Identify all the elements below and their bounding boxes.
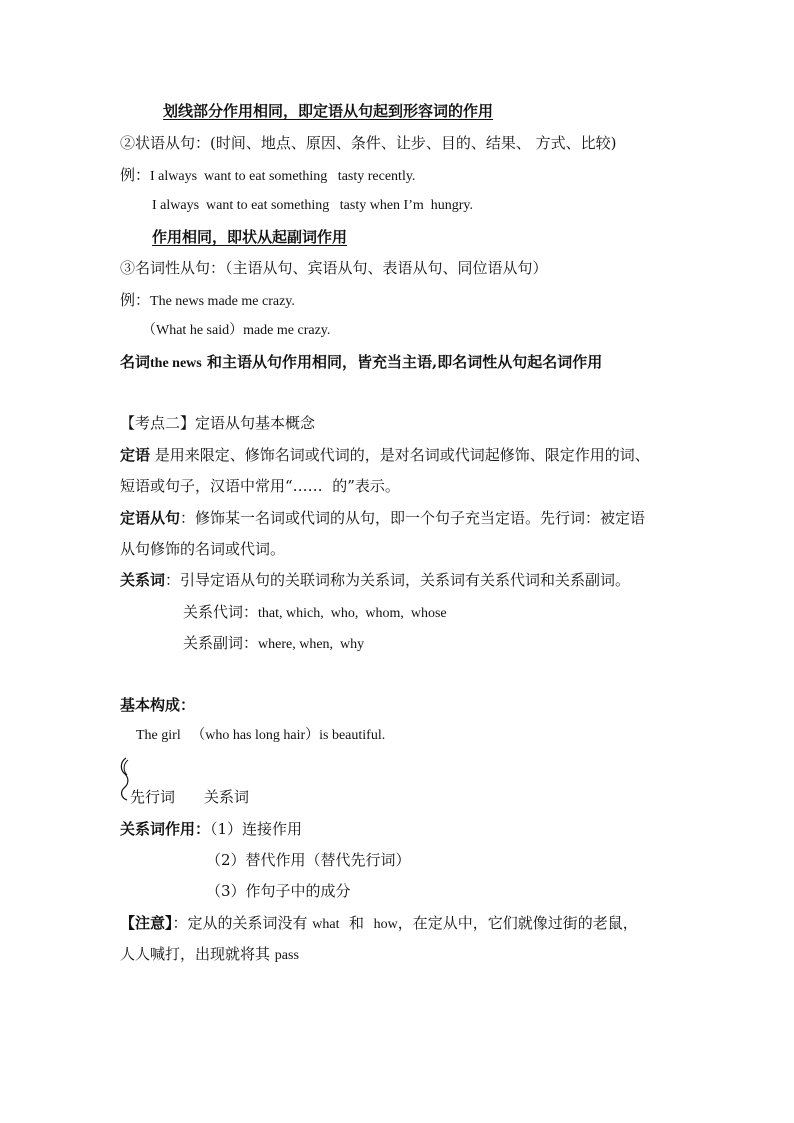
definition-relative-line	[120, 569, 630, 591]
notice-label: 【注意】	[120, 914, 173, 932]
function-1: （1）连接作用	[210, 820, 303, 838]
note-nominal-post: 和主语从句作用相同，皆充当主语,即名词性从句起名词作用	[201, 353, 603, 371]
definition-clause-line-1	[120, 507, 645, 529]
structure-example: The girl （who has long hair）is beautiful.	[136, 728, 386, 743]
relative-adverbs-label: 关系副词：	[183, 634, 259, 652]
note-nominal-noun	[120, 351, 602, 375]
term-relative: 关系词	[120, 571, 166, 589]
section-2-title: 【考点二】定语从句基本概念	[120, 414, 316, 432]
notice-text-1a: ：定从的关系词没有	[172, 914, 313, 932]
definition-clause-text-1: ：修饰某一名词或代词的从句，即一个句子充当定语。先行词：被定语	[180, 509, 646, 527]
adverbial-clause-list: (时间、地点、原因、条件、让步、目的、结果、 方式、比较)	[210, 134, 617, 152]
relative-function-label: 关系词作用：	[120, 820, 211, 838]
definition-attributive-line-1	[120, 444, 650, 466]
example-sentence-3: The news made me crazy.	[150, 294, 295, 309]
notice-text-1b: ，在定从中，它们就像过街的老鼠，	[397, 914, 638, 932]
term-attributive-clause: 定语从句	[120, 509, 181, 527]
example-label: 例：	[120, 291, 151, 309]
note-attributive-adjective: 划线部分作用相同，即定语从句起到形容词的作用	[163, 102, 494, 120]
notice-word-pass: pass	[274, 948, 299, 963]
relative-function-line	[120, 818, 302, 840]
note-nominal-en: the news	[150, 356, 202, 371]
definition-attributive-line-2: 短语或句子，汉语中常用“…… 的”表示。	[120, 477, 400, 495]
nominal-clause-list: （主语从句、宾语从句、表语从句、同位语从句）	[225, 259, 548, 277]
antecedent-label: 先行词	[130, 788, 176, 806]
example-3-line	[120, 289, 295, 313]
example-sentence-2: I always want to eat something tasty when I’m hungry.	[152, 198, 474, 213]
term-attributive: 定语	[120, 446, 151, 464]
notice-line-1	[120, 912, 638, 936]
relative-adverbs-line	[183, 632, 364, 656]
notice-text-2a: 人人喊打，出现就将其	[120, 945, 275, 963]
notice-word-how: how	[373, 917, 398, 932]
structure-title: 基本构成：	[120, 696, 196, 714]
relative-pronouns-label: 关系代词：	[183, 603, 259, 621]
example-label: 例：	[120, 166, 151, 184]
relative-pronouns-words: that, which, who, whom, whose	[258, 606, 447, 621]
notice-word-and: 和	[339, 914, 374, 932]
note-adverbial-adverb: 作用相同，即状从起副词作用	[152, 228, 348, 246]
example-sentence-4: （What he said）made me crazy.	[142, 323, 331, 338]
example-sentence-1: I always want to eat something tasty recently.	[150, 169, 416, 184]
relative-pronouns-line	[183, 601, 447, 625]
relative-adverbs-words: where, when, why	[258, 637, 365, 652]
definition-relative-text: ：引导定语从句的关联词称为关系词，关系词有关系代词和关系副词。	[165, 571, 631, 589]
notice-line-2	[120, 943, 299, 967]
note-nominal-pre: 名词	[120, 353, 151, 371]
adverbial-clause-line	[120, 132, 617, 154]
function-3: （3）作句子中的成分	[206, 882, 351, 900]
definition-attributive-text-1: 是用来限定、修饰名词或代词的，是对名词或代词起修饰、限定作用的词、	[150, 446, 650, 464]
function-2: （2）替代作用（替代先行词）	[206, 851, 411, 869]
example-1-line	[120, 164, 415, 188]
definition-clause-line-2: 从句修饰的名词或代词。	[120, 540, 286, 558]
nominal-clause-label: ③名词性从句：	[120, 259, 226, 277]
relative-word-label: 关系词	[204, 788, 250, 806]
nominal-clause-line	[120, 257, 548, 279]
adverbial-clause-label: ②状语从句：	[120, 134, 211, 152]
notice-word-what: what	[312, 917, 340, 932]
